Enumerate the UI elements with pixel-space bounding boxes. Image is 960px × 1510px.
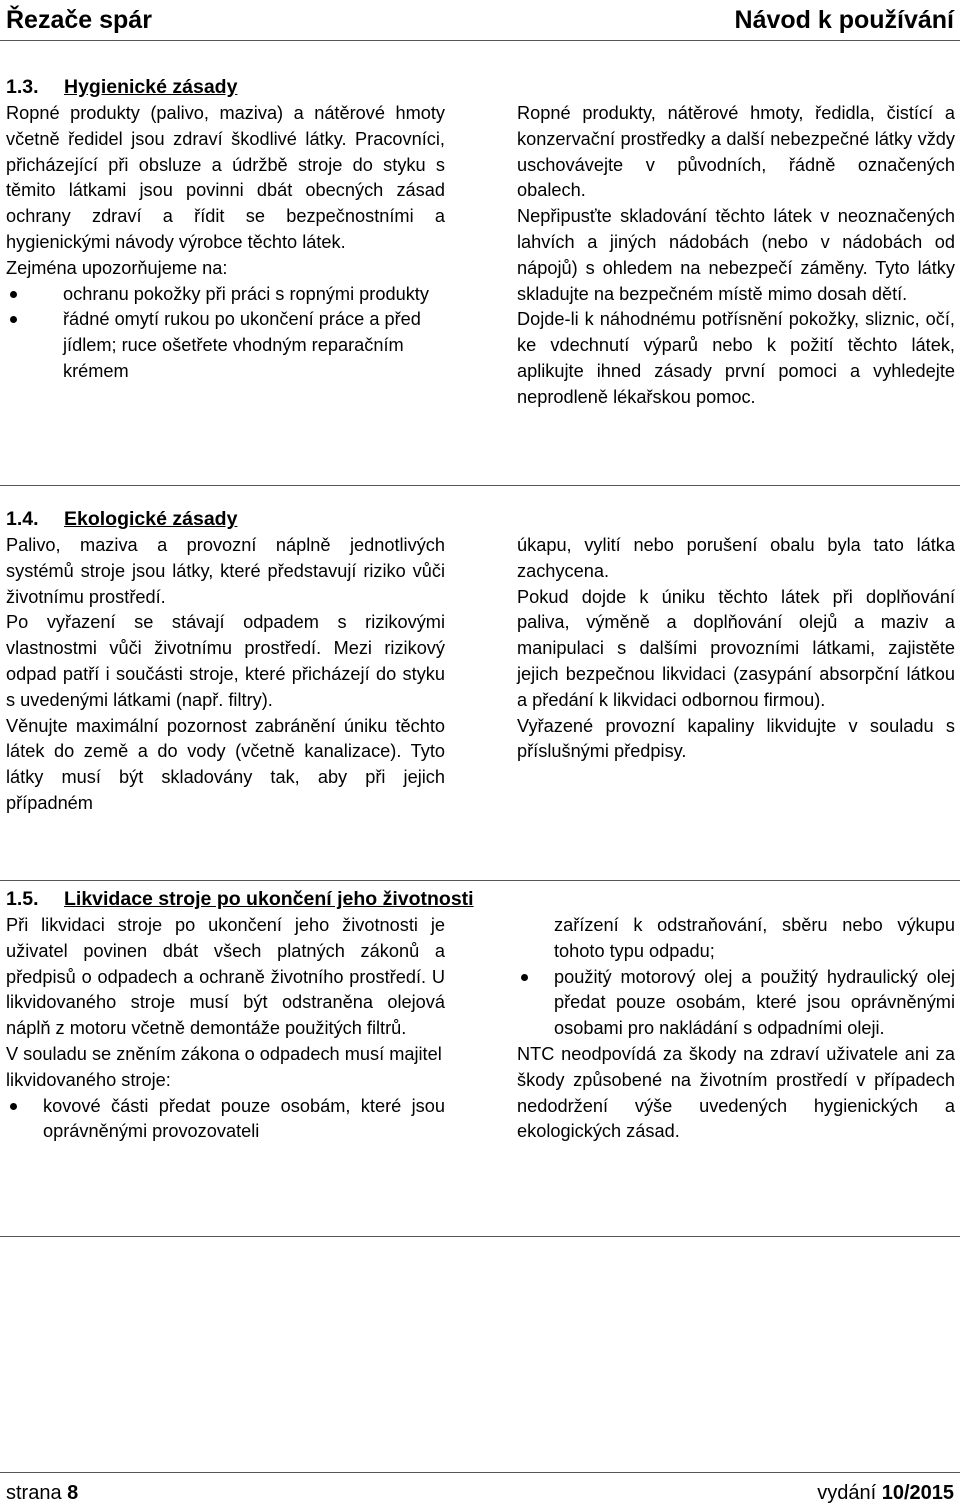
section-heading-hygiene [6,74,237,100]
section-title: Ekologické zásady [64,508,238,530]
list-item: řádné omytí rukou po ukončení práce a před jídlem; ruce ošetřete vhodným reparačním krémem [6,307,445,384]
section-title: Hygienické zásady [64,76,238,98]
list-item-continuation: zařízení k odstraňování, sběru nebo výkupu tohoto typu odpadu; [554,915,955,961]
paragraph: Palivo, maziva a provozní náplně jednotlivých systémů stroje jsou látky, které představují riziko vůči životnímu prostředí. [6,535,445,607]
edition-label: vydání [817,1482,877,1504]
section-heading-disposal [6,886,474,912]
bullet-list [517,965,955,1042]
page-label: strana [6,1482,62,1504]
paragraph: Po vyřazení se stávají odpadem s rizikovými vlastnostmi vůči životnímu prostředí. Mezi rizikový odpad patří i součásti stroje, které přicházejí do styku s uvedenými látkami (např. filtry). [6,612,445,710]
paragraph: Pokud dojde k úniku těchto látek při doplňování paliva, výměně a doplňování olejů a maziv a manipulaci s dalšími provozními látkami, zajistěte jejich bezpečnou likvidaci (zasypání absorpční látkou a předání k likvidaci odbornou firmou). [517,586,955,710]
ecology-left-column [6,533,445,817]
paragraph: Nepřipusťte skladování těchto látek v neoznačených lahvích a jiných nádobách (nebo v nádobách od nápojů) s ohledem na nebezpečí záměny. Tyto látky skladujte na bezpečném místě mimo dosah dětí. [517,206,955,304]
page-number [6,1479,78,1507]
bullet-list [6,282,445,385]
list-item: kovové části předat pouze osobám, které jsou oprávněnými provozovateli [6,1094,445,1146]
paragraph: Zejména upozorňujeme na: [6,257,228,278]
paragraph: Ropné produkty (palivo, maziva) a nátěrové hmoty včetně ředidel jsou zdraví škodlivé látky. Pracovníci, přicházející při obsluze a údržbě stroje do styku s těmito látkami jsou povinni dbát obecných zásad ochrany zdraví a řídit se bezpečnostními a hygienickými návody výrobce těchto látek. [6,103,445,252]
paragraph: Při likvidaci stroje po ukončení jeho životnosti je uživatel povinen dbát všech platných zákonů a předpisů o odpadech a ochraně životního prostředí. U likvidovaného stroje musí být odstraněna olejová náplň z motoru včetně demontáže použitých filtrů. [6,915,445,1039]
hygiene-right-column [517,101,955,411]
section-title: Likvidace stroje po ukončení jeho životnosti [64,888,474,910]
section-number: 1.5. [6,888,39,910]
header-divider [0,40,960,41]
section-divider [0,485,960,486]
paragraph: Ropné produkty, nátěrové hmoty, ředidla, čistící a konzervační prostředky a další nebezpečné látky vždy uschovávejte v původních, řádně označených obalech. [517,103,955,201]
section-divider [0,880,960,881]
paragraph: Vyřazené provozní kapaliny likvidujte v souladu s příslušnými předpisy. [517,715,955,762]
page-value: 8 [67,1482,79,1504]
paragraph: Věnujte maximální pozornost zabránění úniku těchto látek do země a do vody (včetně kanalizace). Tyto látky musí být skladovány tak, aby při jejich případném [6,715,445,813]
paragraph: NTC neodpovídá za škody na zdraví uživatele ani za škody způsobené na životním prostředí v případech nedodržení výše uvedených hygienických a ekologických zásad. [517,1043,955,1142]
section-divider [0,1236,960,1237]
bullet-list [6,1094,445,1146]
header-document-type: Návod k používání [734,6,954,34]
header-title: Řezače spár [6,6,152,34]
edition [817,1479,954,1507]
section-heading-ecology [6,506,237,532]
paragraph: V souladu se zněním zákona o odpadech musí majitel likvidovaného stroje: [6,1043,442,1090]
disposal-left-column [6,913,445,1145]
hygiene-left-column [6,101,445,385]
section-number: 1.4. [6,508,39,530]
paragraph: Dojde-li k náhodnému potřísnění pokožky, sliznic, očí, ke vdechnutí výparů nebo k požití těchto látek, aplikujte ihned zásady první pomoci a vyhledejte neprodleně lékařskou pomoc. [517,309,955,407]
footer-divider [0,1472,960,1473]
list-item: použitý motorový olej a použitý hydraulický olej předat pouze osobám, které jsou oprávněnými osobami pro nakládání s odpadními oleji. [517,965,955,1042]
edition-value: 10/2015 [881,1482,954,1504]
disposal-right-column [517,913,955,1145]
section-number: 1.3. [6,76,39,98]
list-item: ochranu pokožky při práci s ropnými produkty [6,282,445,308]
paragraph: úkapu, vylití nebo porušení obalu byla tato látka zachycena. [517,535,955,581]
ecology-right-column [517,533,955,765]
